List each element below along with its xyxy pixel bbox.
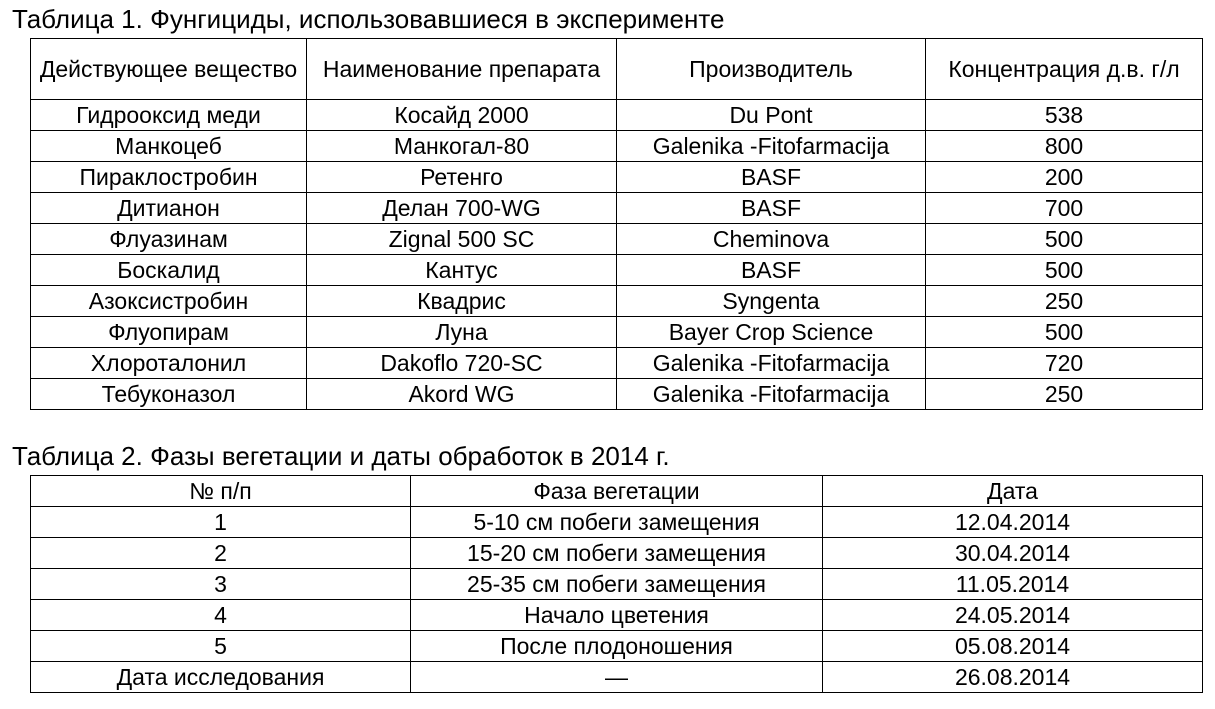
table-row [31,100,1203,131]
header-product-name: Наименование препарата [307,39,617,100]
cell-number: 5 [31,631,411,662]
cell-date: 24.05.2014 [823,600,1203,631]
cell-concentration: 500 [926,224,1203,255]
table-row [31,193,1203,224]
table-row [31,131,1203,162]
header-concentration: Концентрация д.в. г/л [926,39,1203,100]
table-row [31,162,1203,193]
cell-manufacturer: BASF [617,193,926,224]
table-row [31,379,1203,410]
table1-header-row [31,39,1203,100]
cell-product-name: Делан 700-WG [307,193,617,224]
table-row [31,317,1203,348]
header-vegetation-phase: Фаза вегетации [411,476,823,507]
cell-active-substance: Манкоцеб [31,131,307,162]
cell-manufacturer: Galenika -Fitofarmacija [617,131,926,162]
cell-vegetation-phase: 15-20 см побеги замещения [411,538,823,569]
cell-product-name: Манкогал-80 [307,131,617,162]
cell-manufacturer: Galenika -Fitofarmacija [617,348,926,379]
cell-concentration: 200 [926,162,1203,193]
cell-product-name: Квадрис [307,286,617,317]
header-number: № п/п [31,476,411,507]
header-active-substance: Действующее вещество [31,39,307,100]
cell-number: 3 [31,569,411,600]
cell-manufacturer: BASF [617,162,926,193]
table1-caption: Таблица 1. Фунгициды, использовавшиеся в эксперименте [12,4,725,34]
cell-number: Дата исследования [31,662,411,693]
table-row [31,662,1203,693]
cell-concentration: 500 [926,317,1203,348]
cell-date: 12.04.2014 [823,507,1203,538]
cell-manufacturer: Bayer Crop Science [617,317,926,348]
cell-date: 26.08.2014 [823,662,1203,693]
table2-caption: Таблица 2. Фазы вегетации и даты обработок в 2014 г. [12,441,670,471]
cell-product-name: Косайд 2000 [307,100,617,131]
cell-active-substance: Азоксистробин [31,286,307,317]
cell-vegetation-phase: После плодоношения [411,631,823,662]
cell-active-substance: Дитианон [31,193,307,224]
cell-active-substance: Флуазинам [31,224,307,255]
cell-active-substance: Пираклостробин [31,162,307,193]
cell-concentration: 538 [926,100,1203,131]
cell-product-name: Луна [307,317,617,348]
cell-product-name: Ретенго [307,162,617,193]
table-row [31,600,1203,631]
vegetation-phases-table [30,475,1203,693]
cell-active-substance: Флуопирам [31,317,307,348]
table-row [31,631,1203,662]
cell-number: 2 [31,538,411,569]
cell-concentration: 720 [926,348,1203,379]
cell-number: 4 [31,600,411,631]
table-row [31,538,1203,569]
cell-manufacturer: Du Pont [617,100,926,131]
cell-product-name: Akord WG [307,379,617,410]
table-row [31,507,1203,538]
table-row [31,224,1203,255]
fungicides-table [30,38,1203,410]
table-row [31,569,1203,600]
cell-active-substance: Хлороталонил [31,348,307,379]
cell-concentration: 250 [926,379,1203,410]
cell-concentration: 250 [926,286,1203,317]
cell-active-substance: Гидрооксид меди [31,100,307,131]
cell-date: 11.05.2014 [823,569,1203,600]
cell-vegetation-phase: 25-35 см побеги замещения [411,569,823,600]
table2-header-row [31,476,1203,507]
cell-manufacturer: Syngenta [617,286,926,317]
cell-number: 1 [31,507,411,538]
table-row [31,348,1203,379]
cell-vegetation-phase: — [411,662,823,693]
header-date: Дата [823,476,1203,507]
cell-product-name: Dakoflo 720-SC [307,348,617,379]
cell-product-name: Zignal 500 SC [307,224,617,255]
cell-concentration: 500 [926,255,1203,286]
cell-vegetation-phase: 5-10 см побеги замещения [411,507,823,538]
cell-product-name: Кантус [307,255,617,286]
cell-concentration: 800 [926,131,1203,162]
table-row [31,255,1203,286]
cell-manufacturer: BASF [617,255,926,286]
cell-vegetation-phase: Начало цветения [411,600,823,631]
cell-manufacturer: Cheminova [617,224,926,255]
header-manufacturer: Производитель [617,39,926,100]
cell-active-substance: Тебуконазол [31,379,307,410]
cell-date: 30.04.2014 [823,538,1203,569]
cell-date: 05.08.2014 [823,631,1203,662]
table-row [31,286,1203,317]
cell-manufacturer: Galenika -Fitofarmacija [617,379,926,410]
cell-active-substance: Боскалид [31,255,307,286]
cell-concentration: 700 [926,193,1203,224]
